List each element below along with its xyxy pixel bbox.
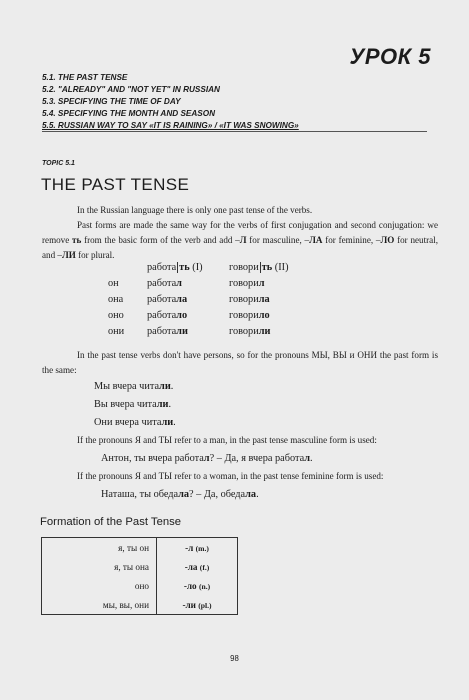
verb-infinitive: говори ть (II) xyxy=(229,262,289,273)
table-row xyxy=(42,576,238,595)
pronoun: она xyxy=(108,294,124,305)
rule-text: from the basic form of the verb and add – xyxy=(81,235,240,245)
past-form: работали xyxy=(147,326,188,337)
horizontal-divider xyxy=(42,131,427,132)
pronoun: они xyxy=(108,326,125,337)
removed-ending: ть xyxy=(72,235,82,245)
rule-text: for masculine, – xyxy=(246,235,310,245)
verb-infinitive: работа ть (I) xyxy=(147,262,203,273)
table-row xyxy=(42,595,238,615)
feminine-ending: ЛА xyxy=(309,235,323,245)
pronoun: он xyxy=(108,278,119,289)
past-form: говорили xyxy=(229,326,271,337)
ending-cell: -ла (f.) xyxy=(184,561,210,572)
rule-text: for neutral, and – xyxy=(42,235,438,260)
past-form: говорила xyxy=(229,294,270,305)
intro-paragraph: In the Russian language there is only one past tense of the verbs. xyxy=(77,205,313,215)
ending-cell: -ли (pl.) xyxy=(182,599,212,610)
ending-cell: -ло (n.) xyxy=(183,580,211,591)
example-sentence: Наташа, ты обедала? – Да, обедала. xyxy=(101,489,259,500)
example-sentence: Антон, ты вчера работал? – Да, я вчера работал. xyxy=(101,453,313,464)
rule-text: for plural. xyxy=(75,250,115,260)
table-row xyxy=(42,557,238,576)
past-form: говорило xyxy=(229,310,270,321)
pronouns-cell: оно xyxy=(42,576,157,595)
example-sentence: Вы вчера читали. xyxy=(94,399,172,410)
example-sentence: Мы вчера читали. xyxy=(94,381,174,392)
formation-table xyxy=(41,537,238,615)
toc-item: 5.2. "ALREADY" AND "NOT YET" IN RUSSIAN xyxy=(42,85,220,94)
topic-title: THE PAST TENSE xyxy=(41,175,190,194)
neutral-ending: ЛО xyxy=(380,235,395,245)
rule-paragraph xyxy=(42,218,438,263)
pronouns-cell: я, ты он xyxy=(42,538,157,558)
masculine-ending: Л xyxy=(239,235,247,245)
example-sentence: Они вчера читали. xyxy=(94,417,176,428)
toc-item: 5.5. RUSSIAN WAY TO SAY «IT IS RAINING» / «IT WAS SNOWING» xyxy=(42,121,299,130)
toc-item: 5.3. SPECIFYING THE TIME OF DAY xyxy=(42,97,181,106)
masculine-note: If the pronouns Я and ТЫ refer to a man, in the past tense masculine form is used: xyxy=(77,435,377,445)
pronouns-cell: я, ты она xyxy=(42,557,157,576)
table-of-contents xyxy=(42,72,299,132)
lesson-title: УРОК 5 xyxy=(349,44,431,69)
feminine-note: If the pronouns Я and ТЫ refer to a woman, in the past tense feminine form is used: xyxy=(77,471,384,481)
past-form: говорил xyxy=(229,278,265,289)
table-row xyxy=(42,538,238,558)
past-form: работал xyxy=(147,278,182,289)
topic-label: TOPIC 5.1 xyxy=(42,160,75,167)
pronouns-cell: мы, вы, они xyxy=(42,595,157,615)
rule-text: for feminine, – xyxy=(322,235,381,245)
past-form: работало xyxy=(147,310,188,321)
toc-item: 5.4. SPECIFYING THE MONTH AND SEASON xyxy=(42,109,216,118)
toc-item: 5.1. THE PAST TENSE xyxy=(42,73,128,82)
page-number: 98 xyxy=(230,654,239,663)
pronoun: оно xyxy=(108,310,124,321)
past-form: работала xyxy=(147,294,188,305)
plural-ending: ЛИ xyxy=(61,250,76,260)
rule-text: Past forms are made the same way for the verbs of first conjugation and second conjugation: we remove xyxy=(42,220,438,245)
ending-cell: -л (m.) xyxy=(185,542,209,553)
formation-title: Formation of the Past Tense xyxy=(40,516,182,528)
persons-note: In the past tense verbs don't have persons, so for the pronouns МЫ, ВЫ и ОНИ the past form is the same: xyxy=(42,350,438,375)
